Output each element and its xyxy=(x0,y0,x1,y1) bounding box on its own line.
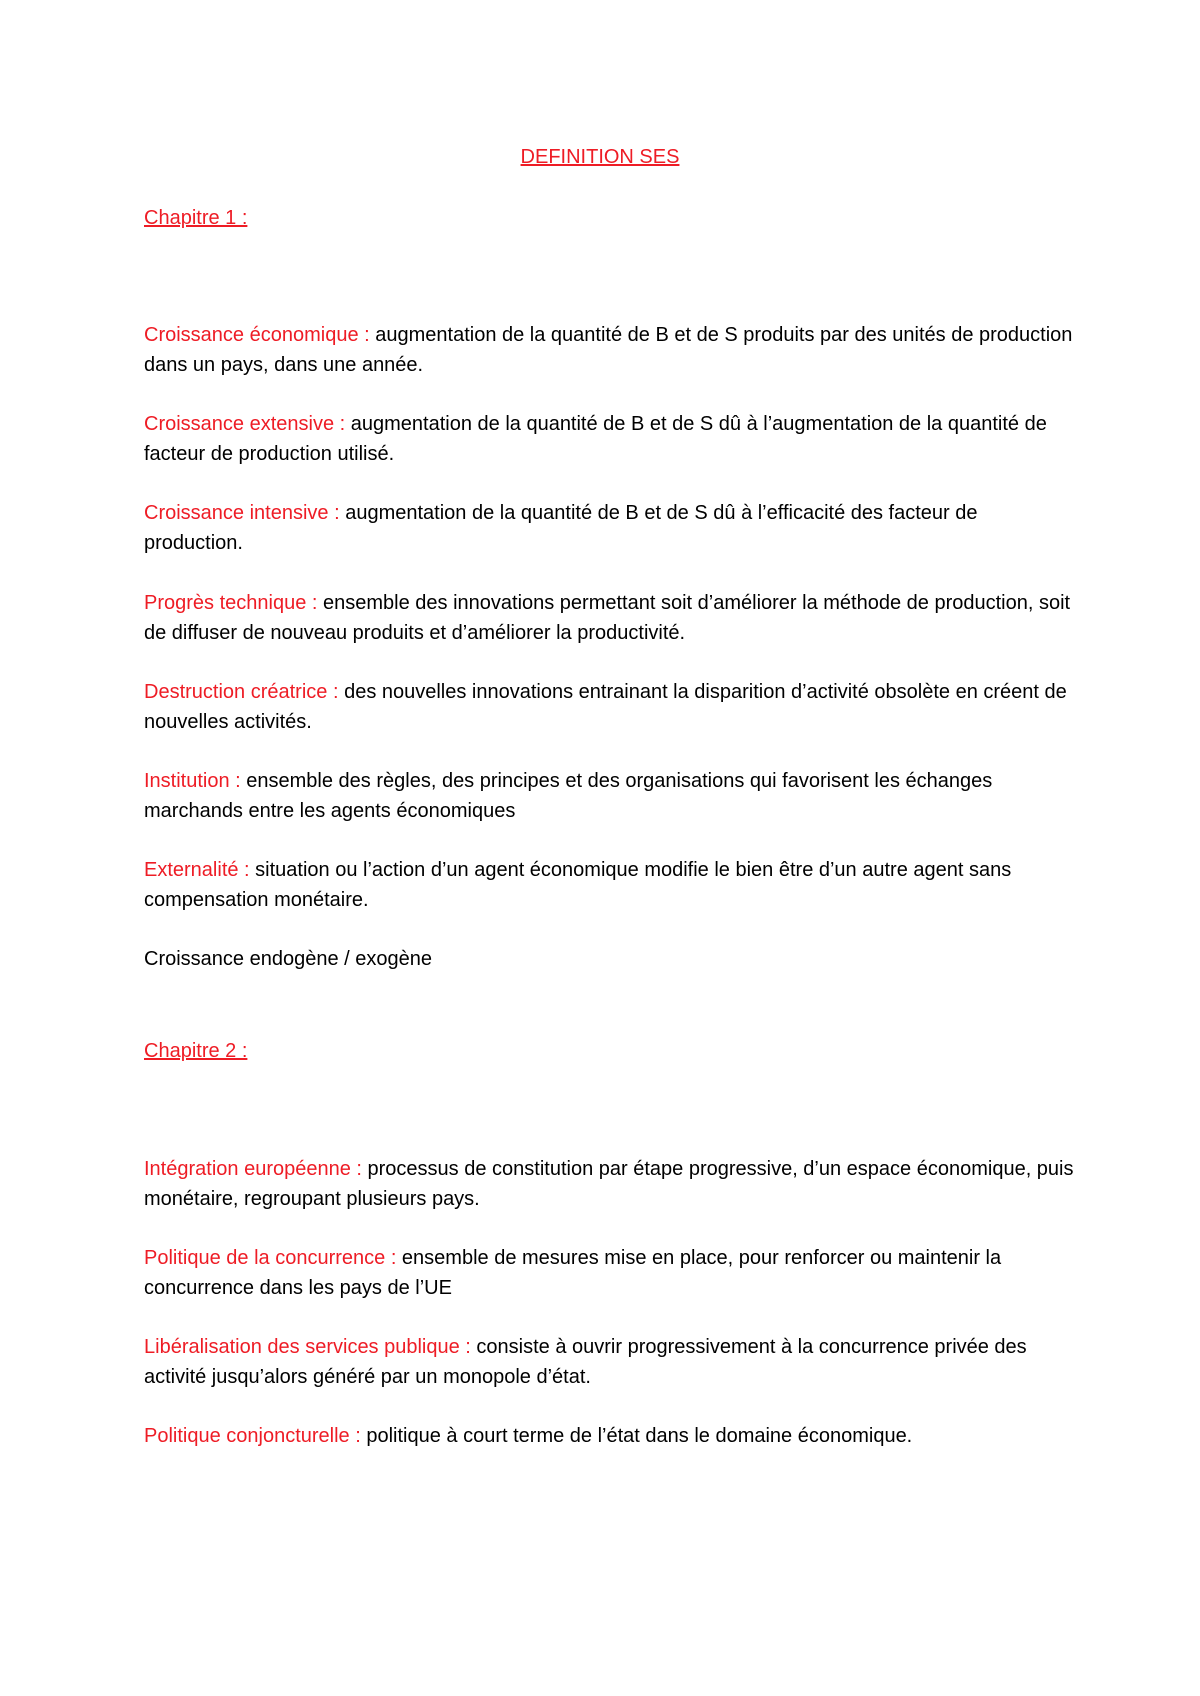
definition-text: ensemble des règles, des principes et des organisations qui favorisent les échanges marchands entre les agents économiques xyxy=(144,770,993,822)
definition-text: consiste à ouvrir progressivement à la concurrence privée des activité jusqu’alors généré par un monopole d’état. xyxy=(144,1336,1027,1388)
definition-progres-technique xyxy=(144,588,1074,648)
definition-croissance-intensive xyxy=(144,498,1074,558)
definition-croissance-extensive xyxy=(144,409,1074,469)
definition-term: Croissance économique : xyxy=(144,324,370,346)
definition-croissance-economique xyxy=(144,320,1074,380)
definition-externalite xyxy=(144,855,1074,915)
definition-term: Croissance extensive : xyxy=(144,413,346,435)
definition-term: Destruction créatrice : xyxy=(144,681,339,703)
definition-text: processus de constitution par étape progressive, d’un espace économique, puis monétaire, regroupant plusieurs pays. xyxy=(144,1158,1074,1210)
definition-text: politique à court terme de l’état dans le domaine économique. xyxy=(360,1425,913,1447)
chapter-2-heading: Chapitre 2 : xyxy=(144,1040,248,1062)
definition-text: situation ou l’action d’un agent économique modifie le bien être d’un autre agent sans compensation monétaire. xyxy=(144,859,1012,911)
definition-term: Croissance intensive : xyxy=(144,502,340,524)
definition-term: Politique conjoncturelle : xyxy=(144,1425,361,1447)
document-title: DEFINITION SES xyxy=(520,146,680,168)
definition-text: augmentation de la quantité de B et de S dû à l’efficacité des facteur de production. xyxy=(144,502,978,554)
definition-term: Intégration européenne : xyxy=(144,1158,362,1180)
definition-institution xyxy=(144,766,1074,826)
definition-politique-concurrence xyxy=(144,1243,1074,1303)
definition-text: augmentation de la quantité de B et de S produits par des unités de production dans un pays, dans une année. xyxy=(144,324,1073,376)
definition-term: Institution : xyxy=(144,770,241,792)
definition-politique-conjoncturelle xyxy=(144,1421,1074,1451)
definition-liberalisation-services xyxy=(144,1332,1074,1392)
definition-text: ensemble de mesures mise en place, pour renforcer ou maintenir la concurrence dans les pays de l’UE xyxy=(144,1247,1002,1299)
definition-text: augmentation de la quantité de B et de S dû à l’augmentation de la quantité de facteur de production utilisé. xyxy=(144,413,1047,465)
definition-term: Politique de la concurrence : xyxy=(144,1247,397,1269)
definition-text: des nouvelles innovations entrainant la disparition d’activité obsolète en créent de nouvelles activités. xyxy=(144,681,1067,733)
definition-text: ensemble des innovations permettant soit d’améliorer la méthode de production, soit de diffuser de nouveau produits et d’améliorer la productivité. xyxy=(144,592,1071,644)
definition-term: Progrès technique : xyxy=(144,592,318,614)
definition-term: Externalité : xyxy=(144,859,250,881)
definition-integration-europeenne xyxy=(144,1154,1074,1214)
chapter-1-note: Croissance endogène / exogène xyxy=(144,948,432,970)
chapter-1-heading: Chapitre 1 : xyxy=(144,207,248,229)
definition-destruction-creatrice xyxy=(144,677,1074,737)
definition-term: Libéralisation des services publique : xyxy=(144,1336,471,1358)
